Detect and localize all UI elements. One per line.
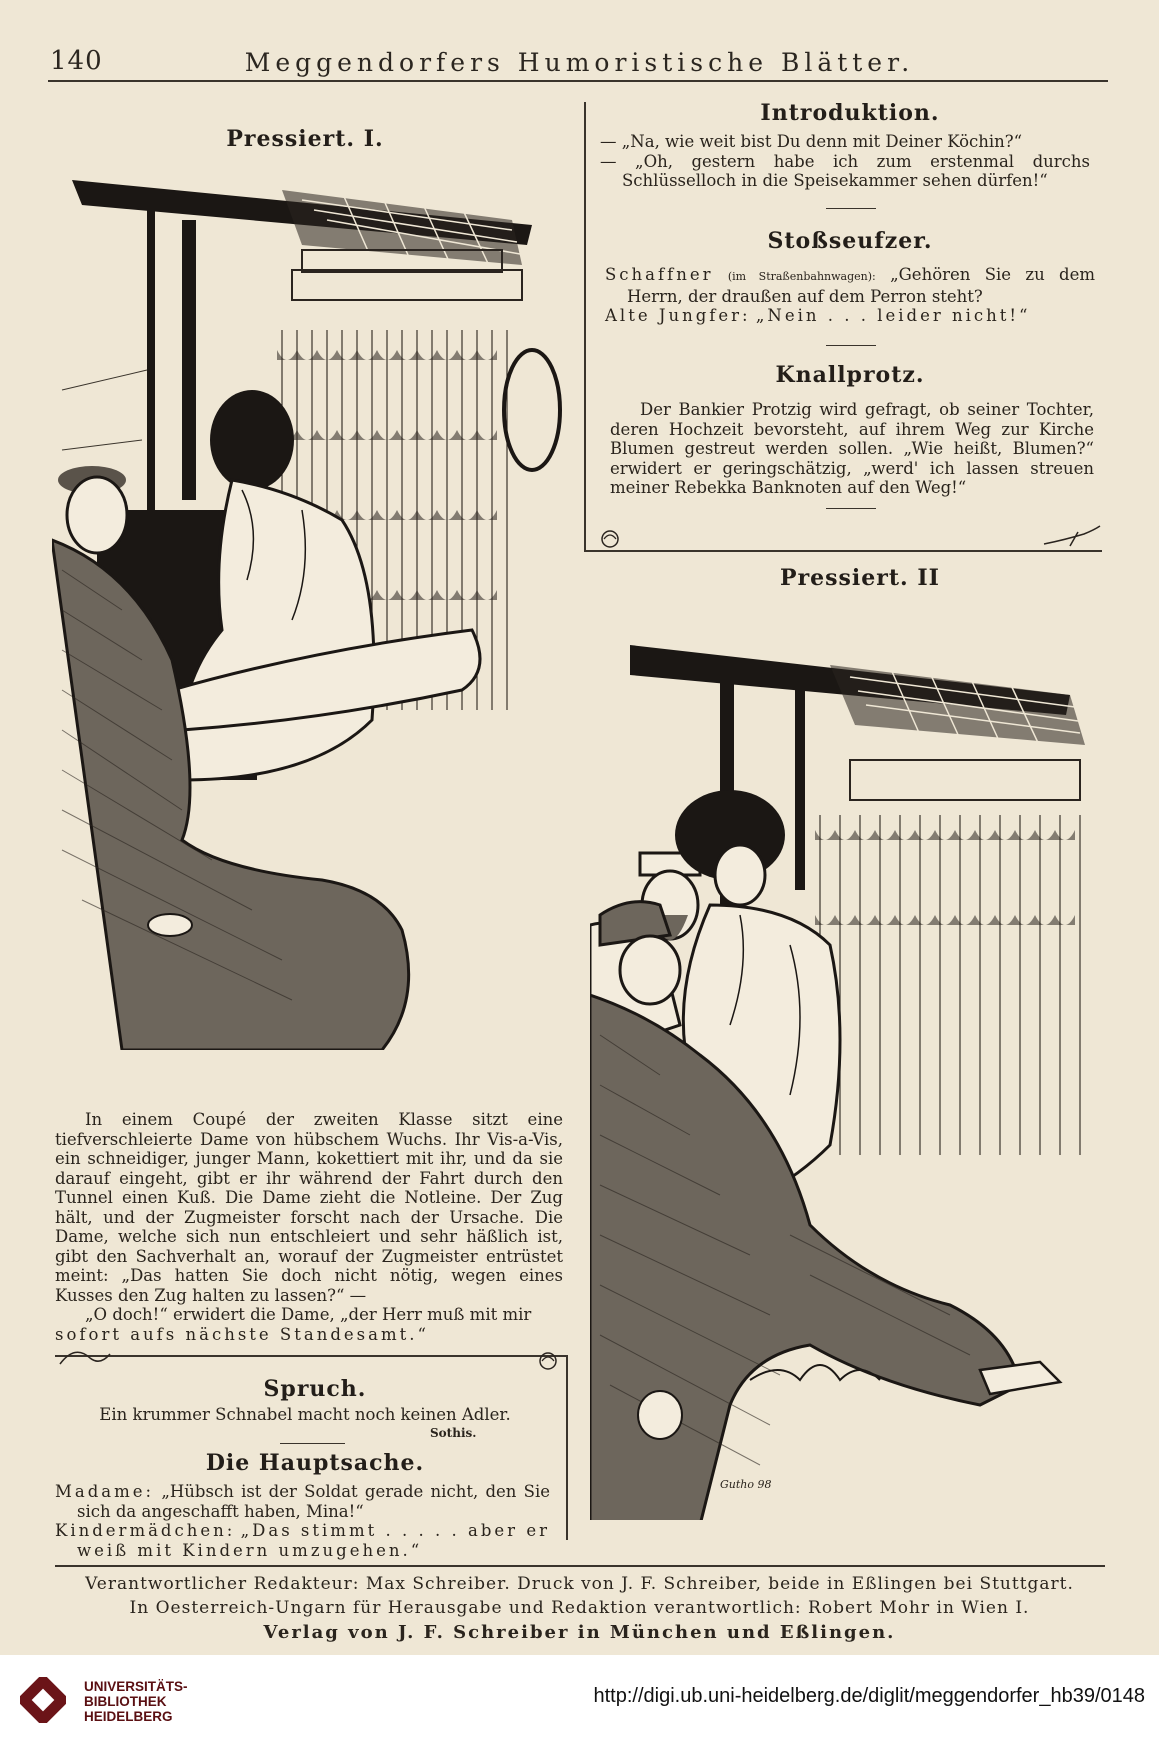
pressiert-1-story xyxy=(55,1110,563,1344)
hauptsache-text xyxy=(55,1482,550,1560)
artist-signature: Gutho 98 xyxy=(720,1478,772,1491)
spruch-separator xyxy=(280,1443,345,1444)
footer-line-3: Verlag von J. F. Schreiber in München und Eßlingen. xyxy=(263,1622,896,1643)
introduktion-title: Introduktion. xyxy=(760,100,940,126)
permalink-url[interactable]: http://digi.ub.uni-heidelberg.de/diglit/meggendorfer_hb39/0148 xyxy=(593,1685,1145,1707)
illustration-pressiert-1 xyxy=(52,150,572,1050)
speaker-madame: Madame: xyxy=(55,1482,155,1501)
ornament-right-icon xyxy=(530,1346,566,1376)
knallprotz-text xyxy=(610,400,1094,498)
illustration-pressiert-2 xyxy=(590,615,1115,1520)
box-left-right-rule xyxy=(566,1355,568,1540)
box-left-top-rule xyxy=(55,1355,568,1357)
kindermaedchen-line: „Das stimmt . . . . . aber er weiß mit Kindern umzugehen.“ xyxy=(77,1521,550,1560)
stoss-separator xyxy=(826,345,876,346)
pressiert-1-title: Pressiert. I. xyxy=(226,126,384,152)
speaker-kindermaedchen: Kindermädchen: xyxy=(55,1521,236,1540)
footer-rule xyxy=(55,1565,1105,1567)
madame-line: „Hübsch ist der Soldat gerade nicht, den Sie sich da angeschafft haben, Mina!“ xyxy=(77,1482,550,1521)
intro-separator xyxy=(826,208,876,209)
knallprotz-paragraph: Der Bankier Protzig wird gefragt, ob seiner Tochter, deren Hochzeit bevorsteht, auf ihrem Weg zur Kirche Blumen gestreut werden sollen. „Wie heißt, Blumen?“ erwidert er geringschätzig, „werd' ich lassen streuen meiner Rebekka Banknoten auf den Weg!“ xyxy=(610,400,1094,497)
intro-line-1: — „Na, wie weit bist Du denn mit Deiner Köchin?“ xyxy=(600,132,1023,151)
knallprotz-title: Knallprotz. xyxy=(775,362,925,388)
pressiert-2-title: Pressiert. II xyxy=(780,565,940,591)
spruch-title: Spruch. xyxy=(263,1376,367,1402)
spruch-text: Ein krummer Schnabel macht noch keinen Adler. xyxy=(99,1405,511,1424)
speaker-alte-jungfer: Alte Jungfer: xyxy=(605,306,751,325)
hauptsache-title: Die Hauptsache. xyxy=(205,1450,425,1476)
story-paragraph-1: In einem Coupé der zweiten Klasse sitzt eine tiefverschleierte Dame von hübschem Wuchs. Ihr Vis-a-Vis, ein schneidiger, junger Mann, kokettiert mit ihr, und da sie darauf eingeht, gibt er ihr während der Fahrt durch den Tunnel einen Kuß. Die Dame zieht die Notleine. Der Zug hält, und der Zugmeister forscht nach der Ursache. Die Dame, welche sich nun entschleiert und sehr häßlich ist, gibt den Sachverhalt an, worauf der Zugmeister entrüstet meint: „Das hatten Sie doch nicht nötig, wegen eines Kusses den Zug halten zu lassen?“ — xyxy=(55,1110,563,1305)
stossseufzer-title: Stoßseufzer. xyxy=(767,228,933,254)
knall-separator xyxy=(826,508,876,509)
ornament-bottom-right-icon xyxy=(1040,522,1104,552)
page-header xyxy=(0,44,1159,84)
library-line-2: BIBLIOTHEK xyxy=(84,1694,167,1709)
intro-line-2: — „Oh, gestern habe ich zum erstenmal durchs Schlüsselloch in die Speisekammer sehen dürfen!“ xyxy=(600,151,1090,190)
footer-line-1: Verantwortlicher Redakteur: Max Schreiber. Druck von J. F. Schreiber, beide in Eßlingen bei Stuttgart. xyxy=(85,1574,1074,1594)
spruch-author: Sothis. xyxy=(430,1426,477,1440)
story-paragraph-2a: „O doch!“ erwidert die Dame, „der Herr muß mit mir xyxy=(85,1305,532,1324)
header-rule xyxy=(48,80,1108,82)
stossseufzer-text xyxy=(605,265,1095,326)
speaker-schaffner: Schaffner xyxy=(605,265,714,284)
box-right-bottom-rule xyxy=(584,550,1102,552)
introduktion-text xyxy=(600,132,1090,191)
schaffner-line: „Gehören Sie zu dem Herrn, der draußen auf dem Perron steht? xyxy=(627,265,1096,306)
schaffner-note: (im Straßenbahnwagen): xyxy=(727,270,876,283)
ornament-bottom-left-icon xyxy=(592,526,632,552)
ornament-left-icon xyxy=(55,1342,115,1372)
university-seal-icon xyxy=(20,1677,66,1723)
box-right-left-rule xyxy=(584,102,586,552)
alte-jungfer-line: „Nein . . . leider nicht!“ xyxy=(755,306,1031,325)
library-line-1: UNIVERSITÄTS- xyxy=(84,1679,188,1694)
footer-line-2: In Oesterreich-Ungarn für Herausgabe und Redaktion verantwortlich: Robert Mohr in Wien I. xyxy=(129,1598,1030,1618)
magazine-title: Meggendorfers Humoristische Blätter. xyxy=(244,48,915,77)
library-name xyxy=(84,1679,188,1724)
story-paragraph-2b: sofort aufs nächste Standesamt.“ xyxy=(55,1324,429,1344)
library-line-3: HEIDELBERG xyxy=(84,1709,173,1724)
library-bar xyxy=(0,1655,1159,1744)
page-number: 140 xyxy=(50,46,103,76)
